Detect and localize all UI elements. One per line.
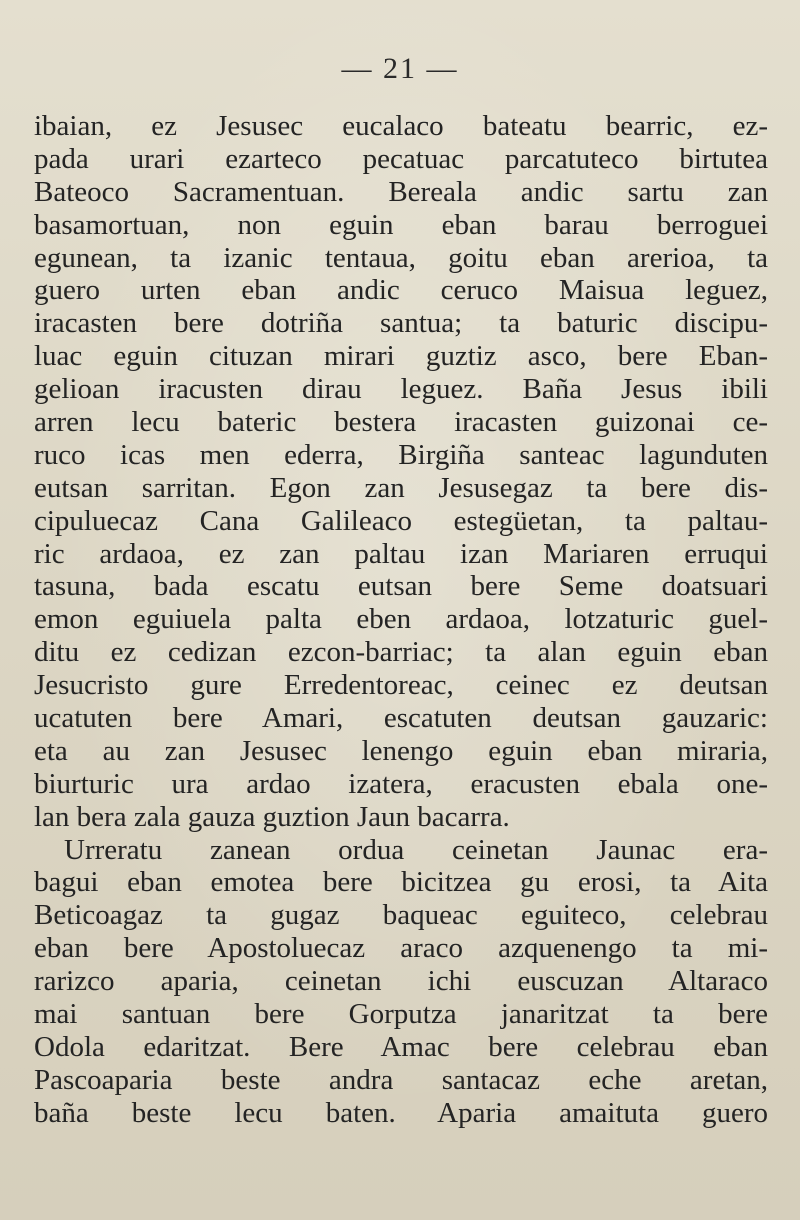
text-line: ibaian, ez Jesusec eucalaco bateatu bearric, ez- — [34, 110, 768, 142]
text-line: eta au zan Jesusec lenengo eguin eban miraria, — [34, 734, 768, 767]
text-line: baña beste lecu baten. Aparia amaituta guero — [34, 1096, 768, 1129]
text-line: bagui eban emotea bere bicitzea gu erosi, ta Aita — [34, 866, 768, 899]
body-text — [34, 110, 768, 1130]
text-line: Jesucristo gure Erredentoreac, ceinec ez deutsan — [34, 669, 768, 702]
text-line: Beticoagaz ta gugaz baqueac eguiteco, celebrau — [34, 899, 768, 932]
text-line: guero urten eban andic ceruco Maisua leguez, — [34, 274, 768, 307]
text-line: arren lecu bateric bestera iracasten guizonai ce- — [34, 406, 768, 439]
text-line: pada urari ezarteco pecatuac parcatuteco birtutea — [34, 142, 768, 175]
text-line: eban bere Apostoluecaz araco azquenengo ta mi- — [34, 932, 768, 965]
text-line: egunean, ta izanic tentaua, goitu eban arerioa, ta — [34, 241, 768, 274]
text-line: ucatuten bere Amari, escatuten deutsan gauzaric: — [34, 702, 768, 735]
text-line: tasuna, bada escatu eutsan bere Seme doatsuari — [34, 570, 768, 603]
text-line: Urreratu zanean ordua ceinetan Jaunac era- — [64, 833, 768, 866]
text-line: gelioan iracusten dirau leguez. Baña Jesus ibili — [34, 373, 768, 406]
text-line: lan bera zala gauza guztion Jaun bacarra. — [34, 800, 510, 833]
text-line: Odola edaritzat. Bere Amac bere celebrau eban — [34, 1030, 768, 1063]
text-line: ric ardaoa, ez zan paltau izan Mariaren erruqui — [34, 537, 768, 570]
text-line: ruco icas men ederra, Birgiña santeac lagunduten — [34, 438, 768, 471]
text-line: iracasten bere dotriña santua; ta baturic discipu- — [34, 307, 768, 340]
text-line: rarizco aparia, ceinetan ichi euscuzan Altaraco — [34, 965, 768, 998]
text-line: biurturic ura ardao izatera, eracusten ebala one- — [34, 767, 768, 800]
text-line: mai santuan bere Gorputza janaritzat ta bere — [34, 998, 768, 1031]
text-line: luac eguin cituzan mirari guztiz asco, bere Eban- — [34, 340, 768, 373]
text-line: Bateoco Sacramentuan. Bereala andic sartu zan — [34, 175, 768, 208]
text-line: basamortuan, non eguin eban barau berroguei — [34, 208, 768, 241]
text-line: eutsan sarritan. Egon zan Jesusegaz ta bere dis- — [34, 471, 768, 504]
text-line: ditu ez cedizan ezcon-barriac; ta alan eguin eban — [34, 636, 768, 669]
text-line: cipuluecaz Cana Galileaco estegüetan, ta paltau- — [34, 504, 768, 537]
page-number: — 21 — — [341, 52, 459, 85]
text-line: emon eguiuela palta eben ardaoa, lotzaturic guel- — [34, 603, 768, 636]
text-line: Pascoaparia beste andra santacaz eche aretan, — [34, 1063, 768, 1096]
